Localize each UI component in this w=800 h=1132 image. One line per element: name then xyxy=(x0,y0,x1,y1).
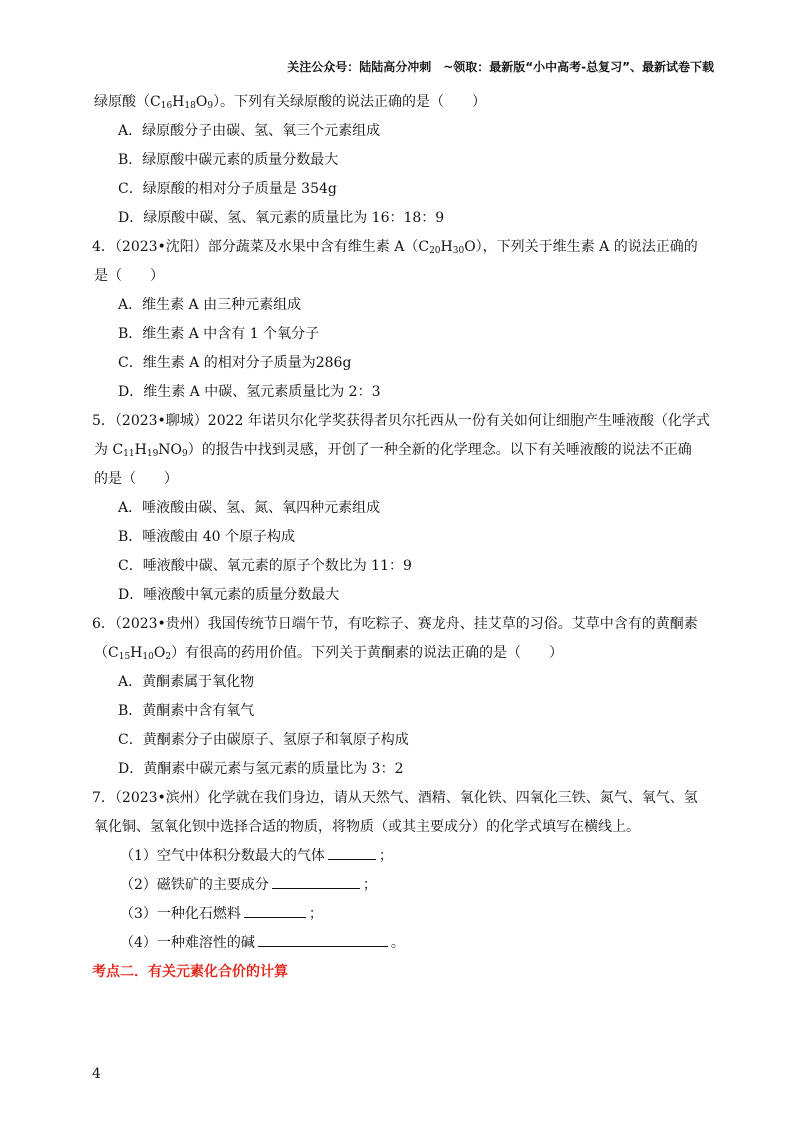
q3-stem: 绿原酸$(C_{16}H_{18}O_9)$。下列有关绿原酸的说法正确的是（ ） xyxy=(94,94,487,111)
q7-answer-blank-2[interactable] xyxy=(272,876,360,889)
q7-item-2: （2）磁铁矿的主要成分 ； xyxy=(120,877,377,893)
q6-stem-line1: 6．（2023•贵州）我国传统节日端午节，有吃粽子、赛龙舟、挂艾草的习俗。艾草中含有的黄酮素 xyxy=(92,616,698,632)
q3-option-d: D．绿原酸中碳、氢、氧元素的质量比为 16：18：9 xyxy=(118,210,445,226)
q5-stem-line3: 的是（ ） xyxy=(94,471,178,487)
q6-stem-line2: $(C_{15}H_{10}O_2)$有很高的药用价值。下列关于黄酮素的说法正确的是（ ） xyxy=(94,645,564,662)
q7-stem-line2: 氧化铜、氢氧化钡中选择合适的物质，将物质（或其主要成分）的化学式填写在横线上。 xyxy=(94,819,640,835)
q4-option-b: B．维生素 A 中含有 1 个氧分子 xyxy=(118,326,320,342)
q5-option-a: A．唾液酸由碳、氢、氮、氧四种元素组成 xyxy=(118,500,381,516)
q6-option-a: A．黄酮素属于氧化物 xyxy=(118,674,255,690)
page-number: 4 xyxy=(92,1066,101,1082)
q5-stem-line1: 5．（2023•聊城）2022 年诺贝尔化学奖获得者贝尔托西从一份有关如何让细胞产生唾液酸（化学式 xyxy=(92,413,710,429)
q6-option-b: B．黄酮素中含有氧气 xyxy=(118,703,255,719)
q7-item-3: （3）一种化石燃料 ； xyxy=(120,906,323,922)
q5-option-b: B．唾液酸由 40 个原子构成 xyxy=(118,529,296,545)
q6-option-d: D．黄酮素中碳元素与氢元素的质量比为 3：2 xyxy=(118,761,404,777)
q3-option-c: C．绿原酸的相对分子质量是 354g xyxy=(118,181,337,197)
q5-option-c: C．唾液酸中碳、氧元素的原子个数比为 11：9 xyxy=(118,558,412,574)
q4-option-c: C．维生素 A 的相对分子质量为286g xyxy=(118,355,352,371)
q7-item-1: （1）空气中体积分数最大的气体 ； xyxy=(120,848,393,864)
q7-answer-blank-4[interactable] xyxy=(258,934,388,947)
q7-answer-blank-1[interactable] xyxy=(328,847,376,860)
header-note: 关注公众号：陆陆高分冲刺 ~领取：最新版“小中高考-总复习”、最新试卷下载 xyxy=(287,60,714,74)
q4-option-d: D．维生素 A 中碳、氢元素质量比为 2：3 xyxy=(118,384,381,400)
q4-stem-line1: 4．（2023•沈阳）部分蔬菜及水果中含有维生素 $A(C_{20}H_{30}O)$，下列关于维生素 A 的说法正确的 xyxy=(92,239,698,256)
q4-stem-line2: 是（ ） xyxy=(94,268,164,284)
q6-option-c: C．黄酮素分子由碳原子、氢原子和氧原子构成 xyxy=(118,732,409,748)
q7-item-4: （4）一种难溶性的碱 。 xyxy=(120,935,405,951)
q4-option-a: A．维生素 A 由三种元素组成 xyxy=(118,297,302,313)
q7-stem-line1: 7．（2023•滨州）化学就在我们身边，请从天然气、酒精、氧化铁、四氧化三铁、氮气、氧气、氢 xyxy=(92,790,698,806)
q5-stem-line2: 为 $C_{11}H_{19}NO_9$）的报告中找到灵感，开创了一种全新的化学理念。以下有关唾液酸的说法不正确 xyxy=(94,442,692,459)
q3-option-b: B．绿原酸中碳元素的质量分数最大 xyxy=(118,152,339,168)
q5-option-d: D．唾液酸中氧元素的质量分数最大 xyxy=(118,587,340,603)
section-title: 考点二．有关元素化合价的计算 xyxy=(92,964,288,980)
q3-option-a: A．绿原酸分子由碳、氢、氧三个元素组成 xyxy=(118,123,381,139)
page-content xyxy=(92,92,722,982)
q7-answer-blank-3[interactable] xyxy=(244,905,306,918)
